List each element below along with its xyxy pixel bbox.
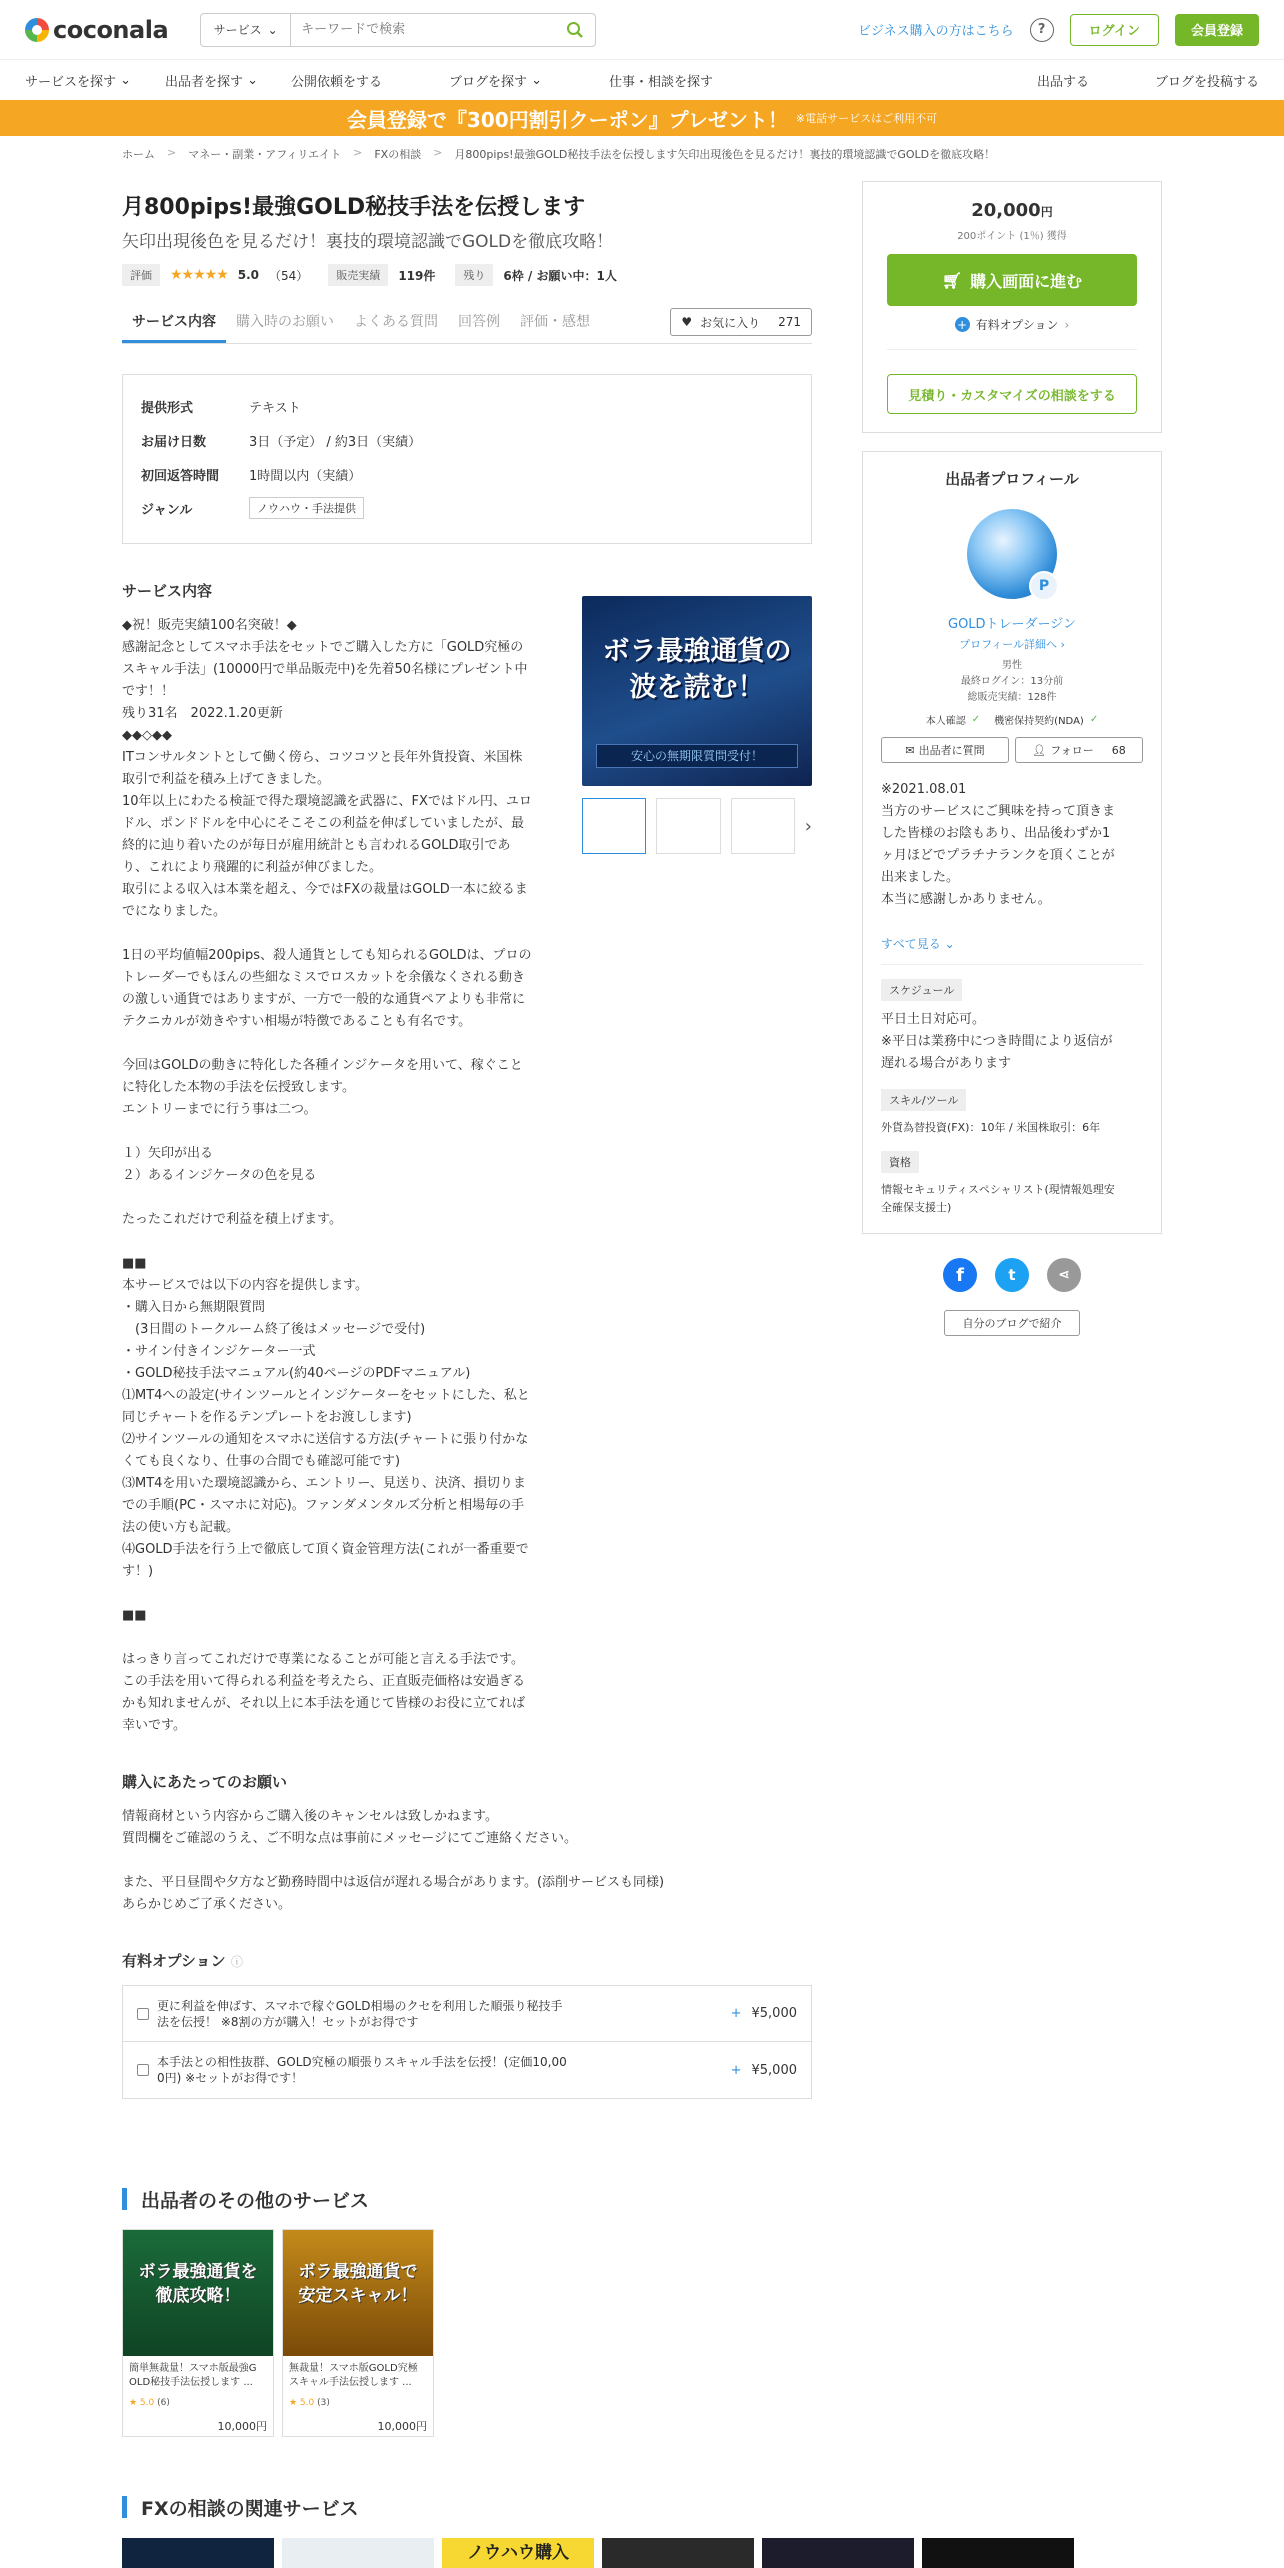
login-button[interactable]: ログイン (1070, 14, 1159, 46)
other-services-list (122, 2229, 434, 2437)
paid-option-row[interactable]: 更に利益を伸ばす、スマホで稼ぐGOLD相場のクセを利用した順張り秘技手 法を伝授！ ※8割の方が購入！セットがお得です + ¥5,000 (123, 1986, 811, 2042)
sales-count: 119件 (398, 268, 436, 283)
sub-navigation (0, 60, 1284, 100)
breadcrumb: ホーム > マネー・副業・アフィリエイト > FXの相談 > 月800pips!最強GOLD秘技手法を伝授します矢印出現後色を見るだけ！裏技的環境認識でGOLDを徹底攻略！ (122, 146, 996, 161)
nav-find-jobs[interactable]: 仕事・相談を探す (609, 74, 714, 90)
spec-row: 提供形式 テキスト (141, 400, 301, 416)
sidebar (862, 181, 1162, 1336)
nav-find-sellers[interactable]: 出品者を探す ⌄ (165, 72, 259, 90)
paid-options-list (122, 1985, 812, 2099)
skill-label: スキル/ツール (881, 1089, 966, 1111)
tab-faq[interactable]: よくある質問 (354, 314, 438, 330)
other-services-heading: 出品者のその他のサービス (122, 2188, 369, 2210)
page-subtitle: 矢印出現後色を見るだけ！裏技的環境認識でGOLDを徹底攻略！ (122, 232, 614, 252)
share-icon[interactable]: ⋖ (1047, 1258, 1081, 1292)
review-count[interactable]: （54） (269, 268, 309, 283)
qualification-text: 情報セキュリティスペシャリスト(現情報処理安 全確保支援士) (881, 1183, 1115, 1214)
service-card[interactable]: ボラ最強通貨で 安定スキャル！ 無裁量！スマホ版GOLD究極 スキャル手法伝授します ... ★ 5.0 (3) 10,000円 (282, 2229, 434, 2437)
service-main (122, 190, 812, 2099)
avatar[interactable] (967, 509, 1057, 599)
chevron-right-icon[interactable]: › (804, 815, 812, 837)
seller-intro: ※2021.08.01 当方のサービスにご興味を持って頂きま した皆様のお陰もあり、出品後わずか1 ヶ月ほどでプラチナランクを頂くことが 出来ました。 本当に感謝しかありません。 (881, 782, 1116, 907)
sales-label: 販売実績 (328, 264, 388, 286)
plus-icon: + (730, 2006, 742, 2021)
page-title: 月800pips!最強GOLD秘技手法を伝授します (122, 195, 586, 220)
business-purchase-link[interactable]: ビジネス購入の方はこちら (858, 24, 1014, 39)
paid-option-row[interactable]: 本手法との相性抜群、GOLD究極の順張りスキャル手法を伝授！(定価10,00 0円) ※セットがお得です！ + ¥5,000 (123, 2042, 811, 2098)
ask-seller-button[interactable]: ✉ 出品者に質問 (881, 737, 1009, 763)
search-box (200, 13, 596, 47)
schedule-text: 平日土日対応可。 ※平日は業務中につき時間により返信が 遅れる場合があります (881, 1012, 1113, 1071)
service-card[interactable]: ボラ最強通貨を 徹底攻略！ 簡単無裁量！スマホ版最強G OLD秘技手法伝授します ... ★ 5.0 (6) 10,000円 (122, 2229, 274, 2437)
service-content-heading: サービス内容 (122, 582, 213, 600)
remain-label: 残り (455, 264, 493, 286)
tab-service-content[interactable]: サービス内容 (122, 311, 226, 343)
gallery-thumb[interactable] (656, 798, 720, 854)
cart-icon: 🛒︎ (941, 270, 963, 290)
tab-answer-example[interactable]: 回答例 (458, 314, 500, 330)
points-info: 200ポイント (1％) 獲得 (957, 231, 1067, 242)
related-service-card[interactable] (762, 2538, 914, 2568)
nav-post-blog[interactable]: ブログを投稿する (1154, 74, 1259, 90)
related-service-card[interactable] (922, 2538, 1074, 2568)
nav-find-services[interactable]: サービスを探す ⌄ (25, 72, 132, 90)
skill-text: 外貨為替投資(FX)：10年 / 米国株取引：6年 (881, 1121, 1101, 1134)
related-services-heading: FXの相談の関連サービス (122, 2496, 359, 2518)
mail-icon: ✉ (905, 743, 915, 757)
related-service-card[interactable] (282, 2538, 434, 2568)
coupon-banner[interactable]: 会員登録で『300円割引クーポン』プレゼント！ ※電話サービスはご利用不可 (0, 100, 1284, 136)
spec-table (122, 374, 812, 544)
seller-stats: 男性 最終ログイン：13分前 総販売実績：128件 (960, 660, 1064, 703)
site-header (0, 0, 1284, 60)
purchase-card (862, 181, 1162, 433)
related-service-card[interactable] (122, 2538, 274, 2568)
follow-button[interactable]: 👤︎ フォロー 68 (1015, 737, 1143, 763)
spec-row: ジャンル ノウハウ・手法提供 (141, 491, 793, 525)
info-icon: ⓘ (230, 1955, 243, 1969)
related-service-card[interactable]: ノウハウ購入 (442, 2538, 594, 2568)
main-image-ribbon: 安心の無期限質問受付！ (596, 744, 798, 768)
image-gallery (582, 596, 812, 854)
profile-heading: 出品者プロフィール (945, 470, 1079, 488)
related-service-card[interactable] (602, 2538, 754, 2568)
blog-introduce-button[interactable]: 自分のブログで紹介 (944, 1310, 1080, 1336)
tab-reviews[interactable]: 評価・感想 (520, 314, 590, 330)
service-card-image: ボラ最強通貨を 徹底攻略！ (123, 2230, 273, 2356)
service-meta (122, 264, 812, 286)
breadcrumb-home[interactable]: ホーム (122, 148, 155, 161)
seller-name[interactable]: GOLDトレーダージン (948, 617, 1076, 632)
gallery-thumb[interactable] (731, 798, 795, 854)
nav-post-request[interactable]: 公開依頼をする (291, 74, 383, 90)
consult-button[interactable]: 見積り・カスタマイズの相談をする (887, 374, 1137, 414)
breadcrumb-current: 月800pips!最強GOLD秘技手法を伝授します矢印出現後色を見るだけ！裏技的環境認識でGOLDを徹底攻略！ (454, 148, 996, 161)
paid-options-heading: 有料オプション ⓘ (122, 1952, 243, 1970)
remain-count: 6枠 / お願い中：1人 (503, 268, 617, 283)
facebook-icon[interactable]: f (943, 1258, 977, 1292)
main-image-headline: ボラ最強通貨の 波を読む！ (602, 636, 792, 703)
purchase-request-text: 情報商材という内容からご購入後のキャンセルは致しかねます。 質問欄をご確認のうえ、ご不明な点は事前にメッセージにてご連絡ください。 また、平日昼間や夕方など勤務時間中は返信が遅れる場合があります。(添削サービスも同様) あらかじめご了承ください。 (122, 1809, 665, 1912)
rating-label: 評価 (122, 264, 160, 286)
plus-circle-icon: + (955, 317, 970, 332)
search-category-select[interactable]: サービス ⌄ (201, 14, 291, 46)
tab-purchase-request[interactable]: 購入時のお願い (236, 314, 334, 330)
main-image[interactable] (582, 596, 812, 786)
verification-status: 本人確認 ✓ 機密保持契約(NDA) ✓ (925, 714, 1099, 727)
register-button[interactable]: 会員登録 (1175, 14, 1259, 46)
paid-option-link[interactable]: + 有料オプション › (887, 316, 1137, 333)
option-checkbox[interactable] (137, 2008, 149, 2020)
search-button[interactable] (555, 21, 595, 39)
qualification-label: 資格 (881, 1151, 919, 1173)
search-input[interactable] (291, 14, 555, 46)
spec-row: 初回返答時間 1時間以内（実績） (141, 468, 362, 484)
star-rating-icon: ★★★★★ (170, 267, 228, 283)
service-card-image: ボラ最強通貨で 安定スキャル！ (283, 2230, 433, 2356)
check-icon: ✓ (1089, 714, 1099, 725)
content-tabs (122, 304, 812, 344)
seller-profile (862, 451, 1162, 1234)
help-icon[interactable]: ? (1030, 18, 1054, 42)
see-all-link[interactable]: すべて見る ⌄ (881, 937, 955, 951)
buy-button[interactable]: 🛒︎ 購入画面に進む (887, 254, 1137, 306)
share-buttons (862, 1258, 1162, 1292)
favorite-button[interactable]: ♥ お気に入り 271 (670, 308, 812, 336)
nav-find-blogs[interactable]: ブログを探す ⌄ (449, 72, 543, 90)
rating-value: 5.0 (237, 268, 260, 282)
service-description: ◆祝！販売実績100名突破！◆ 感謝記念としてスマホ手法をセットでご購入した方に「GOLD究極の スキャル手法」(10000円で単品販売中)を先着50名様にプレゼント中 です！！ 残り31名 2022.1.20更新 ◆◆◇◆◆ ITコンサルタントとして働く傍ら、コツコツと長年外貨投資、米国株 取引で利益を積み上げてきました。 10年以上にわたる検証で得た環境認識を武器に、FXではドル円、ユロ ドル、ポンドドルを中心にそこそこの利益を伸ばしていましたが、最 終的に辿り着いたのが毎日が雇用統計とも言われるGOLD取引であ り、これにより飛躍的に利益が伸びました。 取引による収入は本業を超え、今ではFXの裁量はGOLD一本に絞るま でになりました。 1日の平均値幅200pips、殺人通貨としても知られるGOLDは、プロの トレーダーでもほんの些細なミスでロスカットを余儀なくされる動き の激しい通貨ではありますが、一方で一般的な通貨ペアよりも非常に テクニカルが効きやすい相場が特徴であることも有名です。 今回はGOLDの動きに特化した各種インジケータを用いて、稼ぐこと に特化した本物の手法を伝授致します。 エントリーまでに行う事は二つ。 １）矢印が出る ２）あるインジケータの色を見る たったこれだけで利益を積上げます。 ■■ 本サービスでは以下の内容を提供します。 ・購入日から無期限質問 (3日間のトークルーム終了後はメッセージで受付) ・サイン付きインジケーター一式 ・GOLD秘技手法マニュアル(約40ページのPDFマニュアル) ⑴MT4への設定(サインツールとインジケーターをセットにした、私と 同じチャートを作るテンプレートをお渡しします) ⑵サインツールの通知をスマホに送信する方法(チャートに張り付かな くても良くなり、仕事の合間でも確認可能です) ⑶MT4を用いた環境認識から、エントリー、見送り、決済、損切りま での手順(PC・スマホに対応)。ファンダメンタルズ分析と相場毎の手 法の使い方も記載。 ⑷GOLD手法を行う上で徹底して頂く資金管理方法(これが一番重要で す！) ■■ はっきり言ってこれだけで専業になることが可能と言える手法です。 この手法を用いて得られる利益を考えたら、正直販売価格は安過ぎる かも知れませんが、それ以上に本手法を通じて皆様のお役に立てれば 幸いです。 (122, 618, 532, 1733)
user-plus-icon: 👤︎ (1032, 743, 1047, 757)
logo-icon (25, 18, 49, 42)
service-price: 20,000円 (971, 200, 1053, 221)
purchase-request-heading: 購入にあたってのお願い (122, 1773, 288, 1791)
logo[interactable]: coconala (25, 16, 168, 44)
check-icon: ✓ (971, 714, 981, 725)
rank-badge-icon: P (1029, 571, 1059, 601)
related-services-list (122, 2538, 1074, 2568)
profile-detail-link[interactable]: プロフィール詳細へ › (959, 638, 1065, 651)
spec-row: お届け日数 3日（予定） / 約3日（実績） (141, 434, 422, 450)
heart-icon: ♥ (681, 315, 693, 329)
twitter-icon[interactable]: t (995, 1258, 1029, 1292)
breadcrumb-fx[interactable]: FXの相談 (374, 148, 422, 161)
nav-sell[interactable]: 出品する (1036, 74, 1089, 90)
breadcrumb-money[interactable]: マネー・副業・アフィリエイト (188, 148, 342, 161)
option-checkbox[interactable] (137, 2064, 149, 2076)
genre-tag[interactable]: ノウハウ・手法提供 (249, 497, 364, 519)
chevron-down-icon: ⌄ (267, 22, 278, 37)
schedule-label: スケジュール (881, 979, 962, 1001)
gallery-thumb[interactable] (582, 798, 646, 854)
search-icon (566, 21, 584, 39)
plus-icon: + (730, 2062, 742, 2078)
